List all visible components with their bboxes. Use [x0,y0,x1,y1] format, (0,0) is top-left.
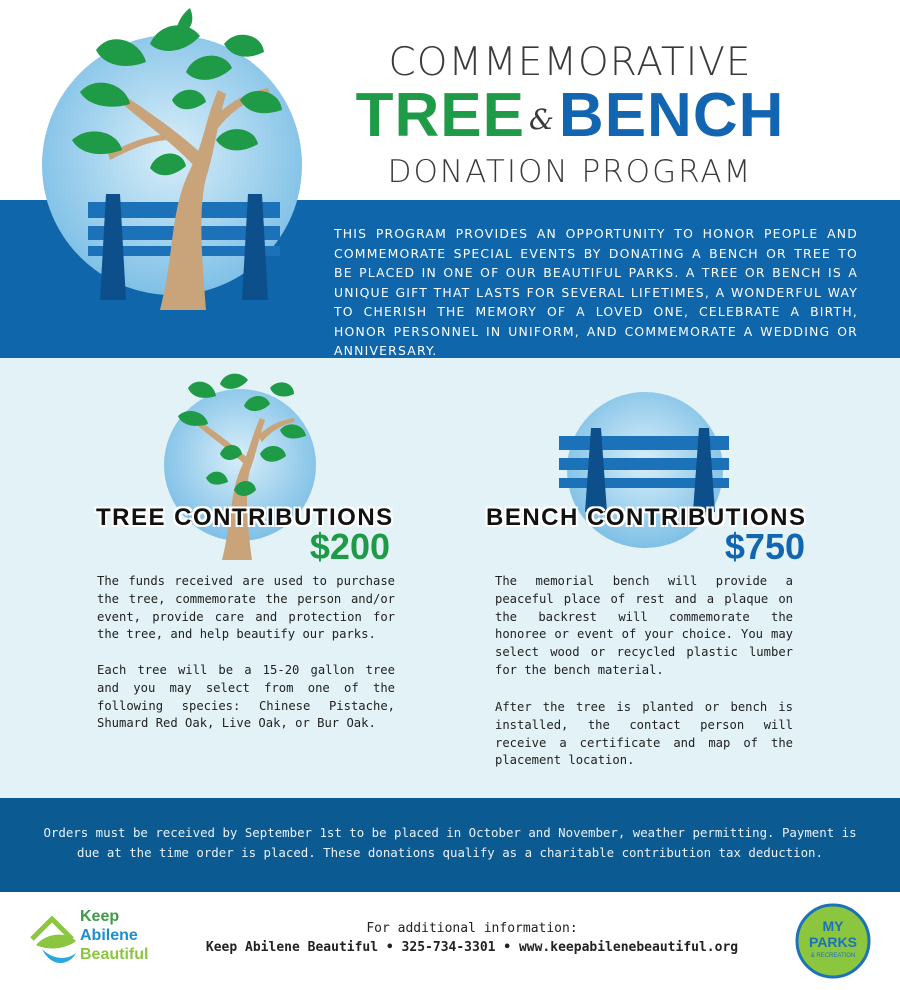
tree-contributions-heading: TREE CONTRIBUTIONS [96,504,394,531]
tree-description-1: The funds received are used to purchase the tree, commemorate the person and/or event, provide care and protection for the tree, and help beautify our parks. [97,574,395,642]
my-parks-line2: PARKS [809,934,857,950]
my-parks-recreation-logo [795,903,871,979]
tree-price: $200 [309,526,390,567]
orders-notice: Orders must be received by September 1st to be placed in October and November, weather permitting. Payment is due at the time order is placed. These donations qualify as a charitable contribution tax deduction. [43,825,857,860]
program-title [340,40,800,194]
title-ampersand: & [528,102,555,136]
my-parks-line3: & RECREATION [810,953,856,959]
logo-word-keep: Keep [80,908,120,925]
title-commemorative: COMMEMORATIVE [388,40,752,85]
logo-word-beautiful: Beautiful [80,946,149,963]
info-label: For additional information: [366,921,578,936]
intro-paragraph: THIS PROGRAM PROVIDES AN OPPORTUNITY TO HONOR PEOPLE AND COMMEMORATE SPECIAL EVENTS BY DONATING A BENCH OR TREE TO BE PLACED IN ONE OF OUR BEAUTIFUL PARKS. A TREE OR BENCH IS A UNIQUE GIFT THAT LASTS FOR SEVERAL LIFETIMES, A WONDERFUL WAY TO CHERISH THE MEMORY OF A LOVED ONE, CELEBRATE A BIRTH, HONOR PERSONNEL IN UNIFORM, AND COMMEMORATE A WEDDING OR ANNIVERSARY. [334,226,858,358]
title-tree: TREE [355,81,525,150]
tree-description-2: Each tree will be a 15-20 gallon tree and you may select from one of the following species: Chinese Pistache, Shumard Red Oak, Live Oak, or Bur Oak. [97,663,395,731]
contact-line: Keep Abilene Beautiful • 325-734-3301 • www.keepabilenebeautiful.org [205,940,739,955]
keep-abilene-beautiful-wordmark [80,907,148,964]
bench-price: $750 [724,526,805,567]
bench-description-1: The memorial bench will provide a peaceful place of rest and a plaque on the backrest will commemorate the honoree or event of your choice. You may select wood or recycled plastic lumber for the bench material. [495,574,793,677]
title-tree-bench [340,81,800,150]
title-donation-program: DONATION PROGRAM [387,153,753,190]
logo-word-abilene: Abilene [80,927,138,944]
bench-description-2: After the tree is planted or bench is installed, the contact person will receive a certificate and map of the placement location. [495,700,793,768]
tree-bench-hero-illustration [0,0,340,330]
my-parks-line1: MY [822,918,844,934]
title-bench: BENCH [558,81,785,150]
bench-contributions-heading: BENCH CONTRIBUTIONS [486,504,807,531]
